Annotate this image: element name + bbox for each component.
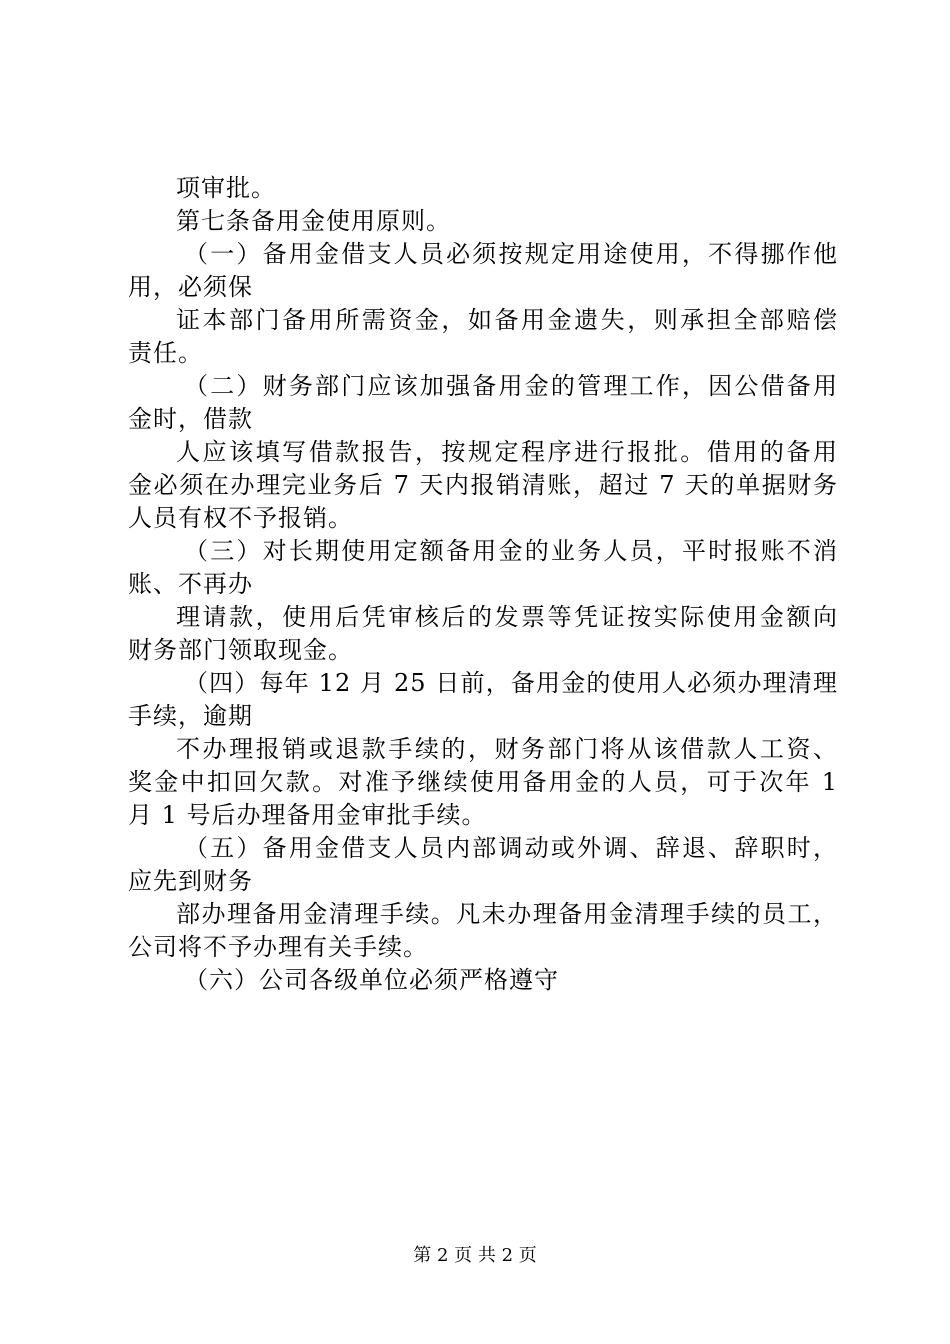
text-line: 理请款，使用后凭审核后的发票等凭证按实际使用金额向 (176, 603, 838, 631)
text-line: 第七条备用金使用原则。 (176, 207, 451, 235)
page-footer: 第 2 页 共 2 页 (413, 1245, 537, 1266)
text-line: 金时，借款 (128, 405, 253, 433)
text-line: 证本部门备用所需资金，如备用金遗失，则承担全部赔偿 (176, 306, 838, 334)
text-line: 奖金中扣回欠款。对准予继续使用备用金的人员，可于次年 1 (128, 768, 838, 796)
text-line: 不办理报销或退款手续的，财务部门将从该借款人工资、 (176, 735, 838, 763)
text-line: 用，必须保 (128, 273, 253, 301)
text-line: 人应该填写借款报告，按规定程序进行报批。借用的备用 (176, 438, 838, 466)
text-line: （一）备用金借支人员必须按规定用途使用，不得挪作他 (184, 240, 838, 268)
text-line: 人员有权不予报销。 (128, 504, 353, 532)
text-line: 应先到财务 (128, 867, 253, 895)
text-line: （二）财务部门应该加强备用金的管理工作，因公借备用 (184, 372, 838, 400)
text-line: 部办理备用金清理手续。凡未办理备用金清理手续的员工， (176, 900, 838, 928)
text-line: 财务部门领取现金。 (128, 636, 353, 664)
text-line: 手续，逾期 (128, 702, 253, 730)
text-line: 月 1 号后办理备用金审批手续。 (128, 801, 487, 829)
text-line: 账、不再办 (128, 570, 253, 598)
text-line: （三）对长期使用定额备用金的业务人员，平时报账不消 (184, 537, 838, 565)
text-line: （六）公司各级单位必须严格遵守 (184, 966, 559, 994)
text-line: （五）备用金借支人员内部调动或外调、辞退、辞职时， (184, 834, 838, 862)
body-text (128, 172, 838, 997)
text-line: 项审批。 (176, 174, 276, 202)
text-line: 责任。 (128, 339, 203, 367)
text-line: 公司将不予办理有关手续。 (128, 933, 428, 961)
text-line: 金必须在办理完业务后 7 天内报销清账，超过 7 天的单据财务 (128, 471, 838, 499)
text-line: （四）每年 12 月 25 日前，备用金的使用人必须办理清理 (184, 669, 838, 697)
